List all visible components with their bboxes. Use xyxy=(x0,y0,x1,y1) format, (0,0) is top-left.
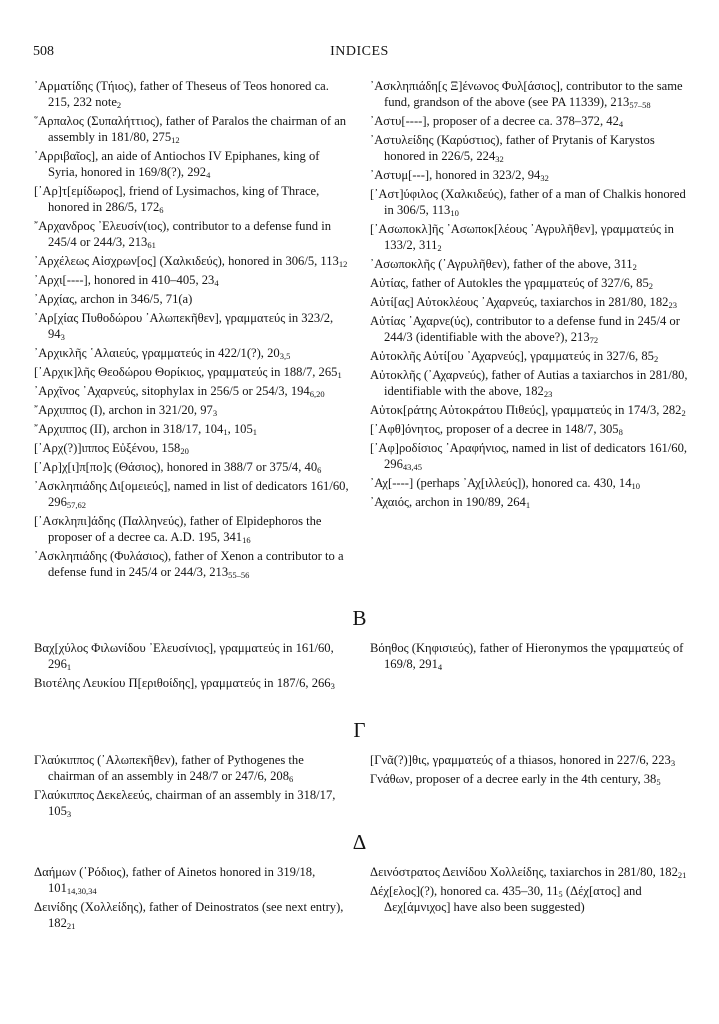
index-entry: ῎Αρχιππος (II), archon in 318/17, $104_1$, $105_1$ xyxy=(34,422,257,437)
section-beta-left-column xyxy=(34,640,352,694)
index-entry: ᾿Ασκληπιάδης (Φυλάσιος), father of Xenon a contributor to a defense fund in 245/4 or 244/3, $213_{55-56}$ xyxy=(34,549,344,580)
index-entry: ᾿Αστυμ[---], honored in 323/2, $94_{32}$ xyxy=(370,168,549,183)
section-gamma-right-column xyxy=(370,752,688,790)
section-alpha xyxy=(0,78,719,598)
index-entry: ᾿Αρχίας, archon in 346/5, 71(a) xyxy=(34,292,193,306)
index-entry: Γλαύκιππος (᾿Αλωπεκῆθεν), father of Pythogenes the chairman of an assembly in 248/7 or 247/6, $208_6$ xyxy=(34,753,304,784)
index-entry: ᾿Αρ[χίας Πυθοδώρου ᾿Αλωπεκῆθεν], γραμματεύς in 323/2, $94_3$ xyxy=(34,311,334,342)
section-gamma xyxy=(0,752,719,824)
running-title: INDICES xyxy=(330,44,389,59)
index-entry: [᾿Αφθ]όνητος, proposer of a decree in 148/7, $305_8$ xyxy=(370,422,623,437)
index-entry: [᾿Αρχ(?)]ιππος Εὐξένου, $158_{20}$ xyxy=(34,441,189,456)
index-entry: Αὐτίας, father of Autokles the γραμματεύς of 327/6, $85_2$ xyxy=(370,276,654,291)
index-entry: ᾿Αρματίδης (Τήιος), father of Theseus of Teos honored ca. 215, 232 note$_2$ xyxy=(34,79,329,110)
index-entry: Γλαύκιππος Δεκελεεύς, chairman of an assembly in 318/17, $105_3$ xyxy=(34,788,336,819)
index-entry: ᾿Αχ[----] (perhaps ᾿Αχ[ιλλεύς]), honored ca. 430, $14_{10}$ xyxy=(370,476,641,491)
index-entry: Αὐτοκλῆς (᾿Αχαρνεύς), father of Autias a taxiarchos in 281/80, identifiable with the above, $182_{23}$ xyxy=(370,368,688,399)
index-entry: ᾿Αρχῖνος ᾿Αχαρνεύς, sitophylax in 256/5 or 254/3, $194_{6,20}$ xyxy=(34,384,325,399)
section-letter-delta: Δ xyxy=(352,830,367,854)
index-entry: Αὐτίας ᾿Αχαρνε(ύς), contributor to a defense fund in 245/4 or 244/3 (identifiable with the above?), $213_{72}$ xyxy=(370,314,680,345)
index-entry: ᾿Ασωποκλῆς (᾿Αγρυλῆθεν), father of the above, $311_2$ xyxy=(370,257,637,272)
index-entry: Γνάθων, proposer of a decree early in the 4th century, $38_5$ xyxy=(370,772,661,787)
index-entry: Βόηθος (Κηφισιεύς), father of Hieronymos the γραμματεύς of 169/8, $291_4$ xyxy=(370,641,684,672)
index-entry: [᾿Αστ]ύφιλος (Χαλκιδεύς), father of a man of Chalkis honored in 306/5, $113_{10}$ xyxy=(370,187,686,218)
index-entry: ᾿Ασκληπιάδης Δι[ομειεύς], named in list of dedicators 161/60, $296_{57,62}$ xyxy=(34,479,349,510)
index-entry: [᾿Αφ]ροδίσιος ᾿Αραφήνιος, named in list of dedicators 161/60, $296_{43,45}$ xyxy=(370,441,688,472)
index-entry: Δεινίδης (Χολλείδης), father of Deinostratos (see next entry), $182_{21}$ xyxy=(34,900,344,931)
section-alpha-left-column xyxy=(34,78,352,583)
index-entry: Αὐτοκ[ράτης Αὐτοκράτου Πιθεύς], γραμματεύς in 174/3, $282_2$ xyxy=(370,403,686,418)
section-delta xyxy=(0,864,719,964)
index-entry: [Γνᾶ(?)]θις, γραμματεύς of a thiasos, honored in 227/6, $223_3$ xyxy=(370,753,676,768)
index-entry: Αὐτί[ας] Αὐτοκλέους ᾿Αχαρνεύς, taxiarchos in 281/80, $182_{23}$ xyxy=(370,295,677,310)
index-entry: [᾿Ασωποκλ]ῆς ᾿Ασωποκ[λέους ᾿Αγρυλῆθεν], γραμματεύς in 133/2, $311_2$ xyxy=(370,222,674,253)
index-entry: ᾿Αρριβαῖος], an aide of Antiochos IV Epiphanes, king of Syria, honored in 169/8(?), $292_4$ xyxy=(34,149,320,180)
index-entry: [᾿Αρ]χ[ι]π[πο]ς (Θάσιος), honored in 388/7 or 375/4, $40_6$ xyxy=(34,460,322,475)
index-entry: [᾿Ασκληπι]άδης (Παλληνεύς), father of Elpidephoros the proposer of a decree ca. A.D. 195, $341_{16}$ xyxy=(34,514,322,545)
section-delta-right-column xyxy=(370,864,688,918)
index-entry: Βαχ[χύλος Φιλωνίδου ᾿Ελευσίνιος], γραμματεύς in 161/60, $296_1$ xyxy=(34,641,334,672)
index-entry: Δεινόστρατος Δεινίδου Χολλείδης, taxiarchos in 281/80, $182_{21}$ xyxy=(370,865,687,880)
index-entry: Δαήμων (῾Ρόδιος), father of Ainetos honored in 319/18, $101_{14,30,34}$ xyxy=(34,865,316,896)
index-entry: ᾿Αρχέλεως Αἰσχρων[ος] (Χαλκιδεύς), honored in 306/5, $113_{12}$ xyxy=(34,254,348,269)
index-entry: ῎Αρχιππος (I), archon in 321/20, $97_3$ xyxy=(34,403,218,418)
index-entry: ῞Αρπαλος (Συπαλήττιος), father of Paralos the chairman of an assembly in 181/80, $275_{12}$ xyxy=(34,114,347,145)
index-entry: [᾿Αρχικ]λῆς Θεοδώρου Θορίκιος, γραμματεύς in 188/7, $265_1$ xyxy=(34,365,342,380)
index-entry: ᾿Αρχικλῆς ῾Αλαιεύς, γραμματεύς in 422/1(?), $20_{3,5}$ xyxy=(34,346,291,361)
index-entry: Αὐτοκλῆς Αὐτί[ου ᾿Αχαρνεύς], γραμματεύς in 327/6, $85_2$ xyxy=(370,349,659,364)
section-beta-right-column xyxy=(370,640,688,675)
index-entry: ᾿Αρχι[----], honored in 410–405, $23_4$ xyxy=(34,273,219,288)
index-entry: ᾿Αστυ[----], proposer of a decree ca. 378–372, $42_4$ xyxy=(370,114,624,129)
section-letter-beta: B xyxy=(352,606,367,630)
page-number: 508 xyxy=(33,44,54,59)
index-entry: Βιοτέλης Λευκίου Π[εριθοίδης], γραμματεύς in 187/6, $266_3$ xyxy=(34,676,335,691)
page-header xyxy=(0,44,719,64)
section-letter-gamma: Γ xyxy=(353,718,366,742)
section-alpha-right-column xyxy=(370,78,688,513)
section-gamma-left-column xyxy=(34,752,352,822)
section-delta-left-column xyxy=(34,864,352,934)
index-entry: ᾿Αστυλείδης (Καρύστιος), father of Prytanis of Karystos honored in 226/5, $224_{32}$ xyxy=(370,133,655,164)
index-entry: ᾿Ασκληπιάδη[ς Ξ]ένωνος Φυλ[άσιος], contributor to the same fund, grandson of the above (see PA 11339), $213_{57-58}$ xyxy=(370,79,683,110)
index-entry: [᾿Αρ]τ[εμίδωρος], friend of Lysimachos, king of Thrace, honored in 286/5, $172_6$ xyxy=(34,184,320,215)
index-entry: ῎Αρχανδρος ᾿Ελευσίν(ιος), contributor to a defense fund in 245/4 or 244/3, $213_{61}$ xyxy=(34,219,331,250)
section-beta xyxy=(0,640,719,696)
index-entry: Δέχ[ελος](?), honored ca. 435–30, $11_5$ (Δέχ[ατος] and Δεχ[άμνιχος] have also been suggested) xyxy=(370,884,642,914)
index-entry: ᾿Αχαιός, archon in 190/89, $264_1$ xyxy=(370,495,531,510)
